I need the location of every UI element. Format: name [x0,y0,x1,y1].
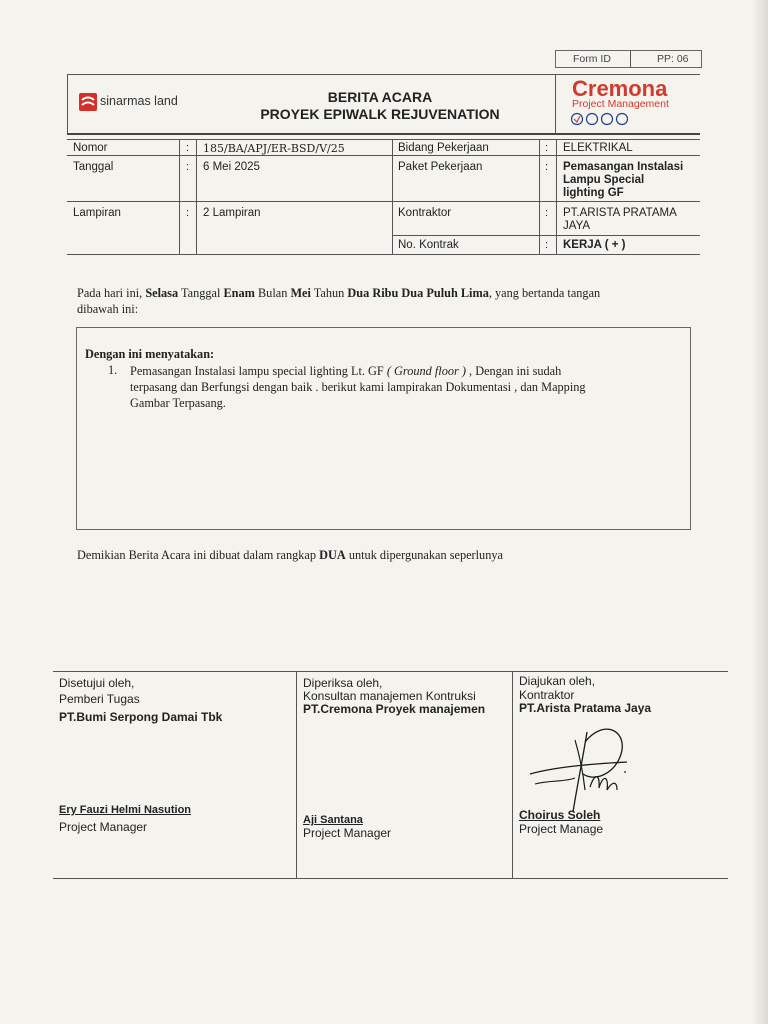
tanggal-colon: : [186,161,190,173]
bidang-colon: : [545,142,549,154]
sig2-line1: Diperiksa oleh, [303,676,383,690]
sig2-line2: Konsultan manajemen Kontruksi [303,689,476,703]
sig2-company: PT.Cremona Proyek manajemen [303,702,486,716]
paket-value-line3: lighting GF [563,187,624,199]
statement-number: 1. [108,363,118,377]
statement-heading: Dengan ini menyatakan: [85,347,215,361]
statement-line-1 [130,363,690,379]
form-id-box [555,50,702,68]
nomor-value: 185/BA/APJ/ER-BSD/V/25 [203,142,345,155]
kontraktor-label: Kontraktor [398,207,452,219]
doc-subtitle: PROYEK EPIWALK REJUVENATION [260,106,500,122]
paket-value-line2: Lampu Special [563,174,645,186]
certification-badges-icon [570,111,640,127]
statement-line-1b: ( Ground floor ) [386,364,466,378]
cremona-logo [568,78,693,130]
intro-text-2: Tanggal [178,286,224,300]
intro-day: Selasa [145,286,179,300]
intro-date: Enam [223,286,255,300]
paket-label: Paket Pekerjaan [398,161,483,173]
intro-text-3: Bulan [254,286,291,300]
intro-text-1: Pada hari ini, [77,286,146,300]
statement-line-3: Gambar Terpasang. [130,396,226,410]
intro-year: Dua Ribu Dua Puluh Lima [347,286,489,300]
intro-text-5: , yang bertanda tangan [488,286,601,300]
paket-value-line1: Pemasangan Instalasi [563,161,684,173]
sinarmas-logo [79,92,189,112]
handwritten-signature [525,712,645,822]
sig2-position: Project Manager [303,826,392,840]
closing-count: DUA [319,548,346,562]
sig3-position: Project Manage [519,822,604,836]
intro-month: Mei [290,286,311,300]
sinarmas-logo-text: sinarmas land [100,94,178,108]
form-id-label: Form ID [573,53,611,65]
tanggal-value: 6 Mei 2025 [203,161,260,173]
kontraktor-value-line1: PT.ARISTA PRATAMA [563,207,677,219]
closing-text-2: untuk dipergunakan seperlunya [345,548,503,562]
tanggal-label: Tanggal [73,161,114,173]
nomor-label: Nomor [73,142,108,154]
bidang-value: ELEKTRIKAL [563,142,633,154]
statement-box [76,327,691,530]
paket-colon: : [545,161,549,173]
sig3-line1: Diajukan oleh, [519,674,596,688]
kontraktor-colon: : [545,207,549,219]
kontrak-value: KERJA ( + ) [563,239,626,251]
sinarmas-logo-icon [79,93,97,111]
intro-paragraph [77,285,707,317]
intro-text-4: Tahun [310,286,348,300]
sig3-company: PT.Arista Pratama Jaya [519,701,652,715]
intro-line-1 [77,285,707,301]
bidang-label: Bidang Pekerjaan [398,142,489,154]
statement-line-2: terpasang dan Berfungsi dengan baik . berikut kami lampirakan Dokumentasi , dan Mapping [130,380,586,394]
kontraktor-value-line2: JAYA [563,220,591,232]
sig3-name: Choirus Soleh [519,808,601,822]
statement-line-1c: , Dengan ini sudah [465,364,562,378]
sig1-line2: Pemberi Tugas [59,692,140,706]
closing-text-1: Demikian Berita Acara ini dibuat dalam rangkap [77,548,320,562]
intro-line-2: dibawah ini: [77,302,139,316]
cremona-logo-subtext: Project Management [572,98,669,110]
lampiran-colon: : [186,207,190,219]
cremona-logo-text: Cremona [572,76,668,101]
statement-text [130,363,690,411]
kontrak-colon: : [545,239,549,251]
sig1-company: PT.Bumi Serpong Damai Tbk [59,710,223,724]
form-id-value: PP: 06 [657,53,689,65]
nomor-colon: : [186,142,190,154]
closing-paragraph [77,548,503,563]
scan-edge [752,0,768,1024]
sig1-position: Project Manager [59,820,148,834]
sig1-name: Ery Fauzi Helmi Nasution [59,804,192,816]
statement-line-1a: Pemasangan Instalasi lampu special lighting Lt. GF [130,364,387,378]
sig3-line2: Kontraktor [519,688,575,702]
lampiran-value: 2 Lampiran [203,207,261,219]
lampiran-label: Lampiran [73,207,121,219]
sig1-line1: Disetujui oleh, [59,676,135,690]
sig2-name: Aji Santana [303,814,363,826]
kontrak-label: No. Kontrak [398,239,459,251]
doc-title: BERITA ACARA [327,89,433,105]
